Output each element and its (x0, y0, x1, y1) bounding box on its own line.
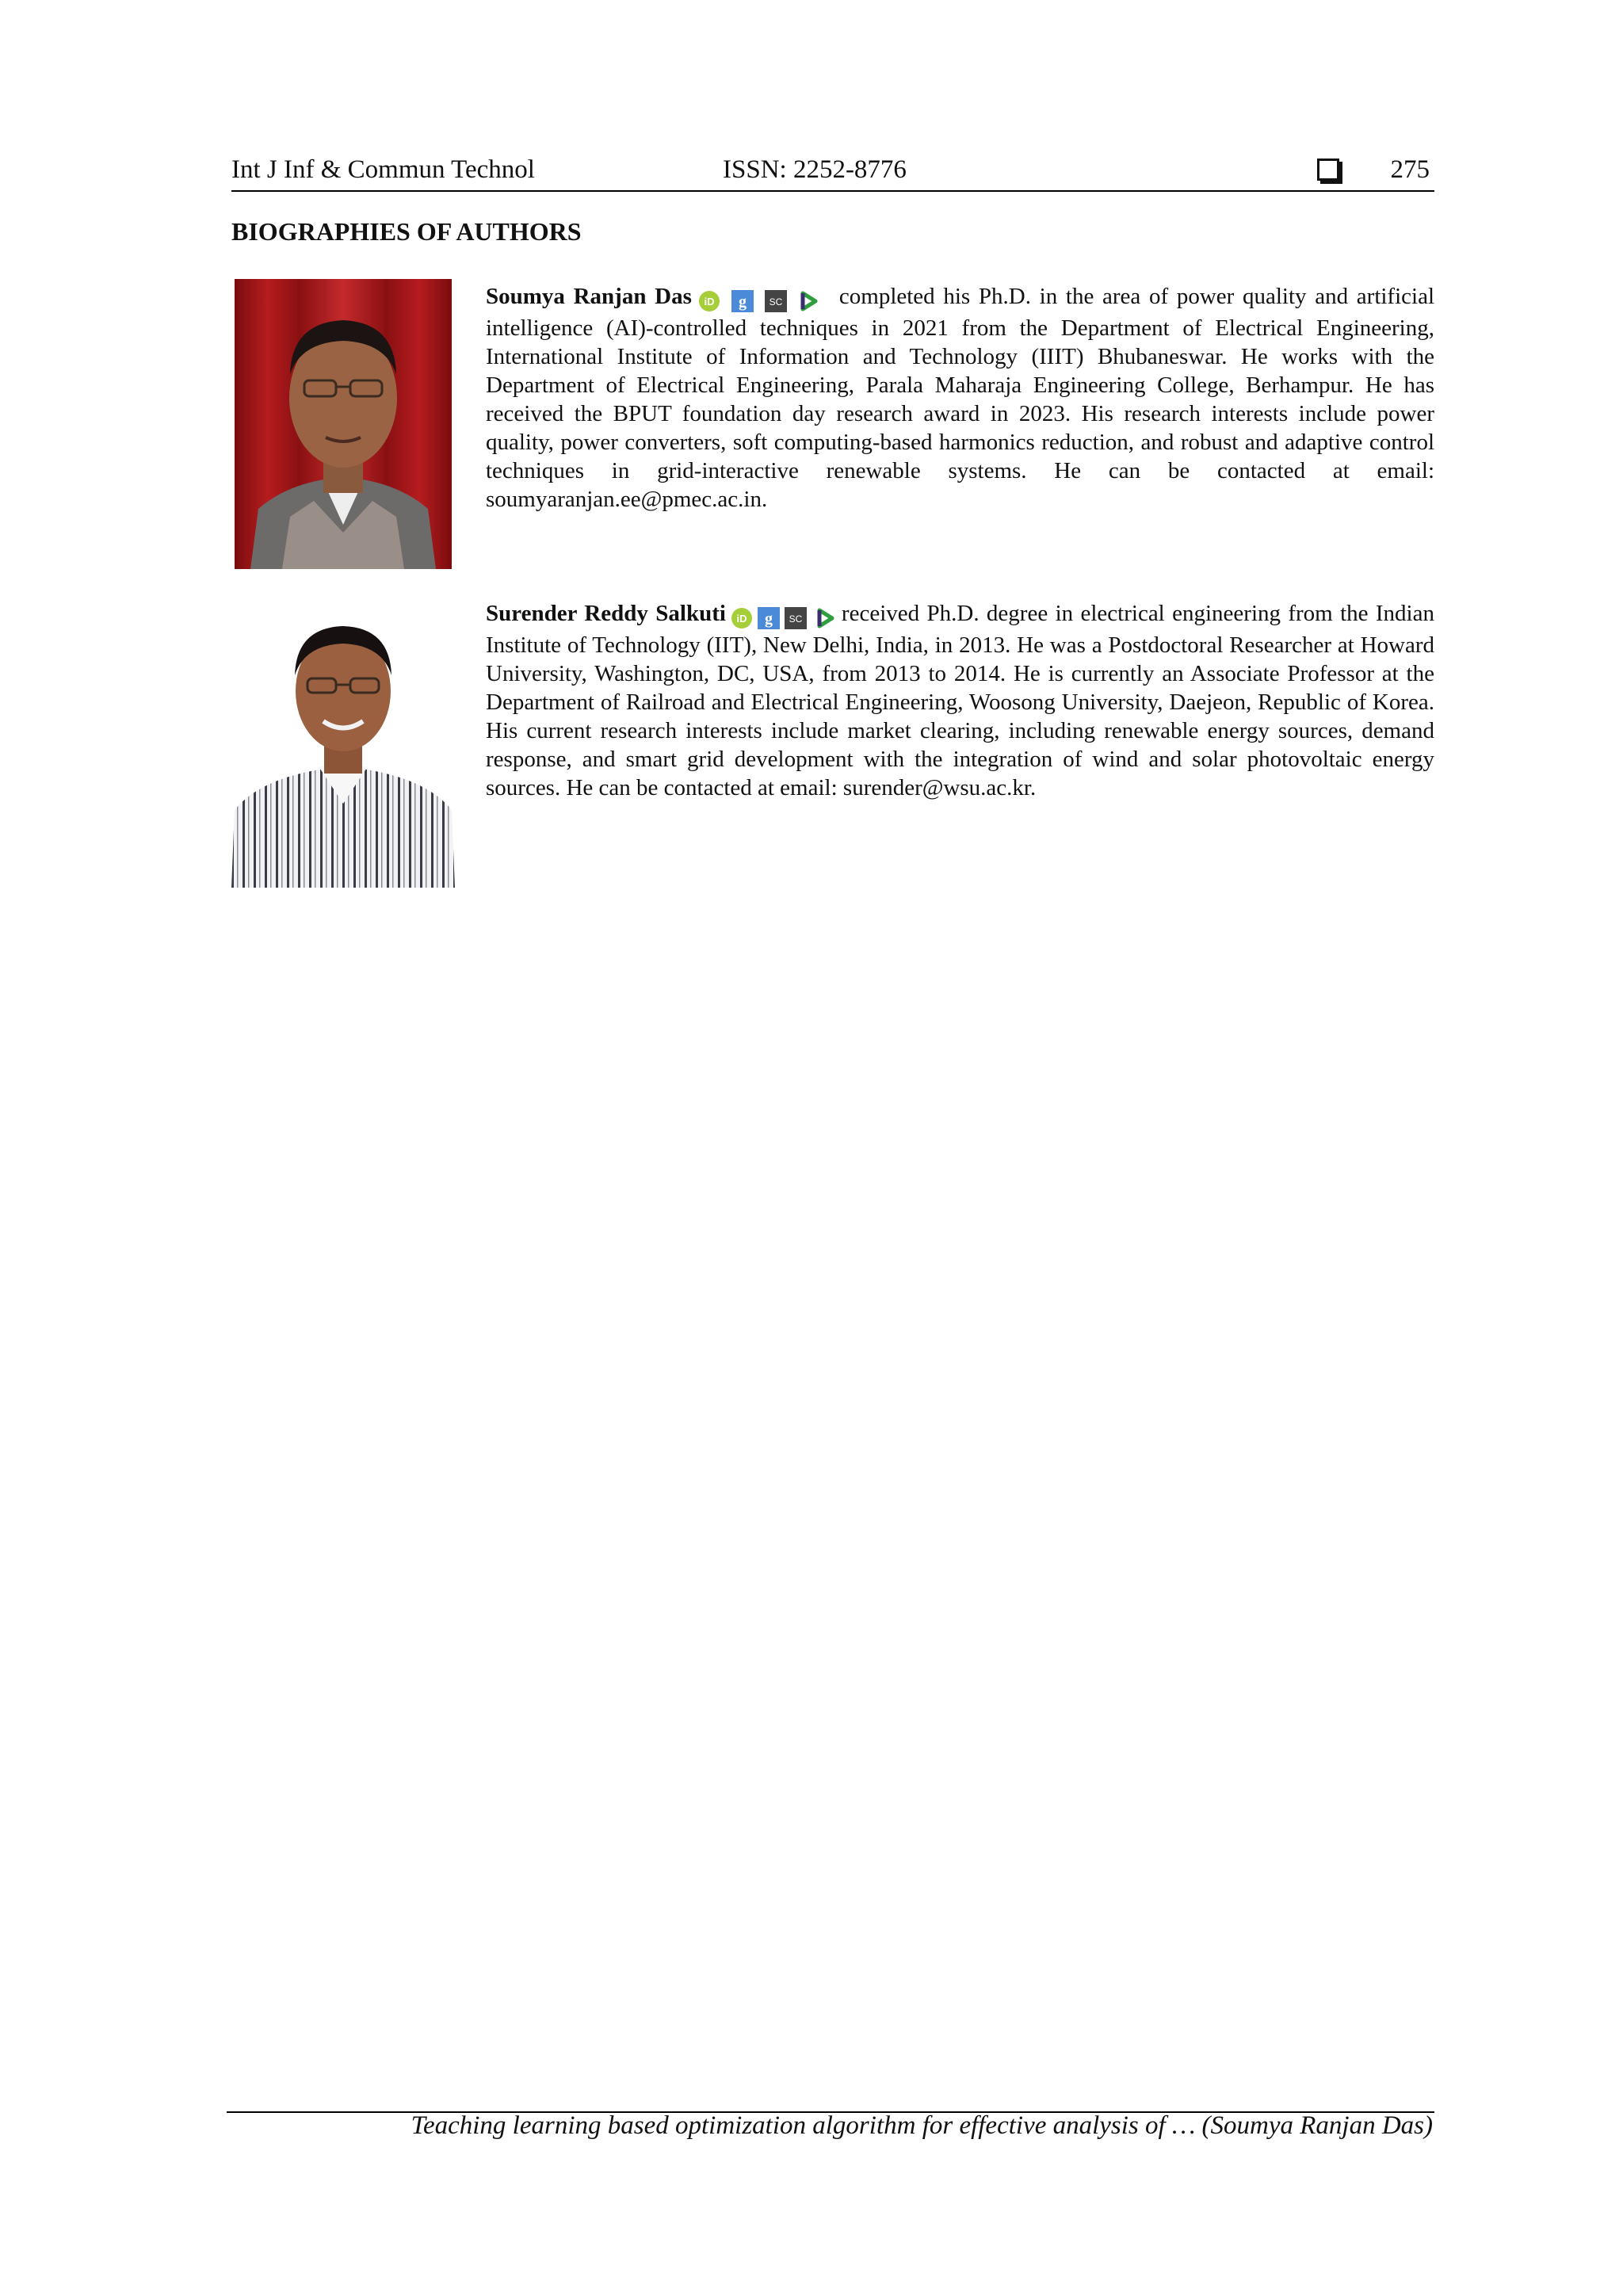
checkbox-symbol-icon (1317, 159, 1339, 181)
publons-icon[interactable] (798, 290, 820, 312)
publons-icon[interactable] (815, 607, 837, 629)
profile-icons-2 (731, 602, 837, 631)
running-footer: Teaching learning based optimization algorithm for effective analysis of … (Soumya Ranjan Das) (411, 2111, 1433, 2140)
svg-text:SC: SC (789, 613, 803, 625)
issn: ISSN: 2252-8776 (723, 155, 907, 184)
author-name-2: Surender Reddy Salkuti (486, 601, 726, 626)
author-bio-2 (231, 596, 1434, 889)
author-bio-body-2: received Ph.D. degree in electrical engineering from the Indian Institute of Technology (IIT), New Delhi, India, in 2013. He was a Postdoctoral Researcher at Howard University, Washington, DC, USA, from 2013 to 2014. He is currently an Associate Professor at the Department of Railroad and Electrical Engineering, Woosong University, Daejeon, Republic of Korea. His current research interests include market clearing, including renewable energy sources, demand response, and smart grid development with the integration of wind and solar photovoltaic energy sources. He can be contacted at email: surender@wsu.ac.kr. (486, 601, 1434, 800)
author-bio-text-1 (486, 282, 1434, 514)
svg-text:g: g (764, 610, 773, 628)
journal-name: Int J Inf & Commun Technol (231, 155, 535, 184)
google-scholar-icon[interactable] (758, 607, 780, 629)
author-bio-body-1: completed his Ph.D. in the area of power quality and artificial intelligence (AI)-controlled techniques in 2021 from the Department of Electrical Engineering, International Institute of Information and Technology (IIIT) Bhubaneswar. He works with the Department of Electrical Engineering, Parala Maharaja Engineering College, Berhampur. He has received the BPUT foundation day research award in 2023. His research interests include power quality, power converters, soft computing-based harmonics reduction, and robust and adaptive control techniques in grid-interactive renewable systems. He can be contacted at email: soumyaranjan.ee@pmec.ac.in. (486, 284, 1435, 512)
profile-icons-1 (698, 285, 831, 314)
author-bio-1 (231, 279, 1434, 572)
author-photo-2 (231, 596, 455, 888)
orcid-icon[interactable] (731, 607, 753, 629)
section-title: BIOGRAPHIES OF AUTHORS (231, 217, 582, 246)
svg-text:iD: iD (704, 296, 715, 308)
orcid-icon[interactable] (698, 290, 720, 312)
scopus-icon[interactable] (765, 290, 787, 312)
svg-text:g: g (738, 293, 747, 311)
svg-text:iD: iD (736, 613, 747, 625)
page-number: 275 (1390, 155, 1430, 184)
running-header (231, 154, 1434, 192)
author-photo-1 (235, 279, 452, 569)
svg-text:SC: SC (769, 296, 783, 308)
author-name-1: Soumya Ranjan Das (486, 284, 692, 309)
author-bio-text-2 (486, 599, 1434, 802)
scopus-icon[interactable] (785, 607, 807, 629)
google-scholar-icon[interactable] (731, 290, 754, 312)
